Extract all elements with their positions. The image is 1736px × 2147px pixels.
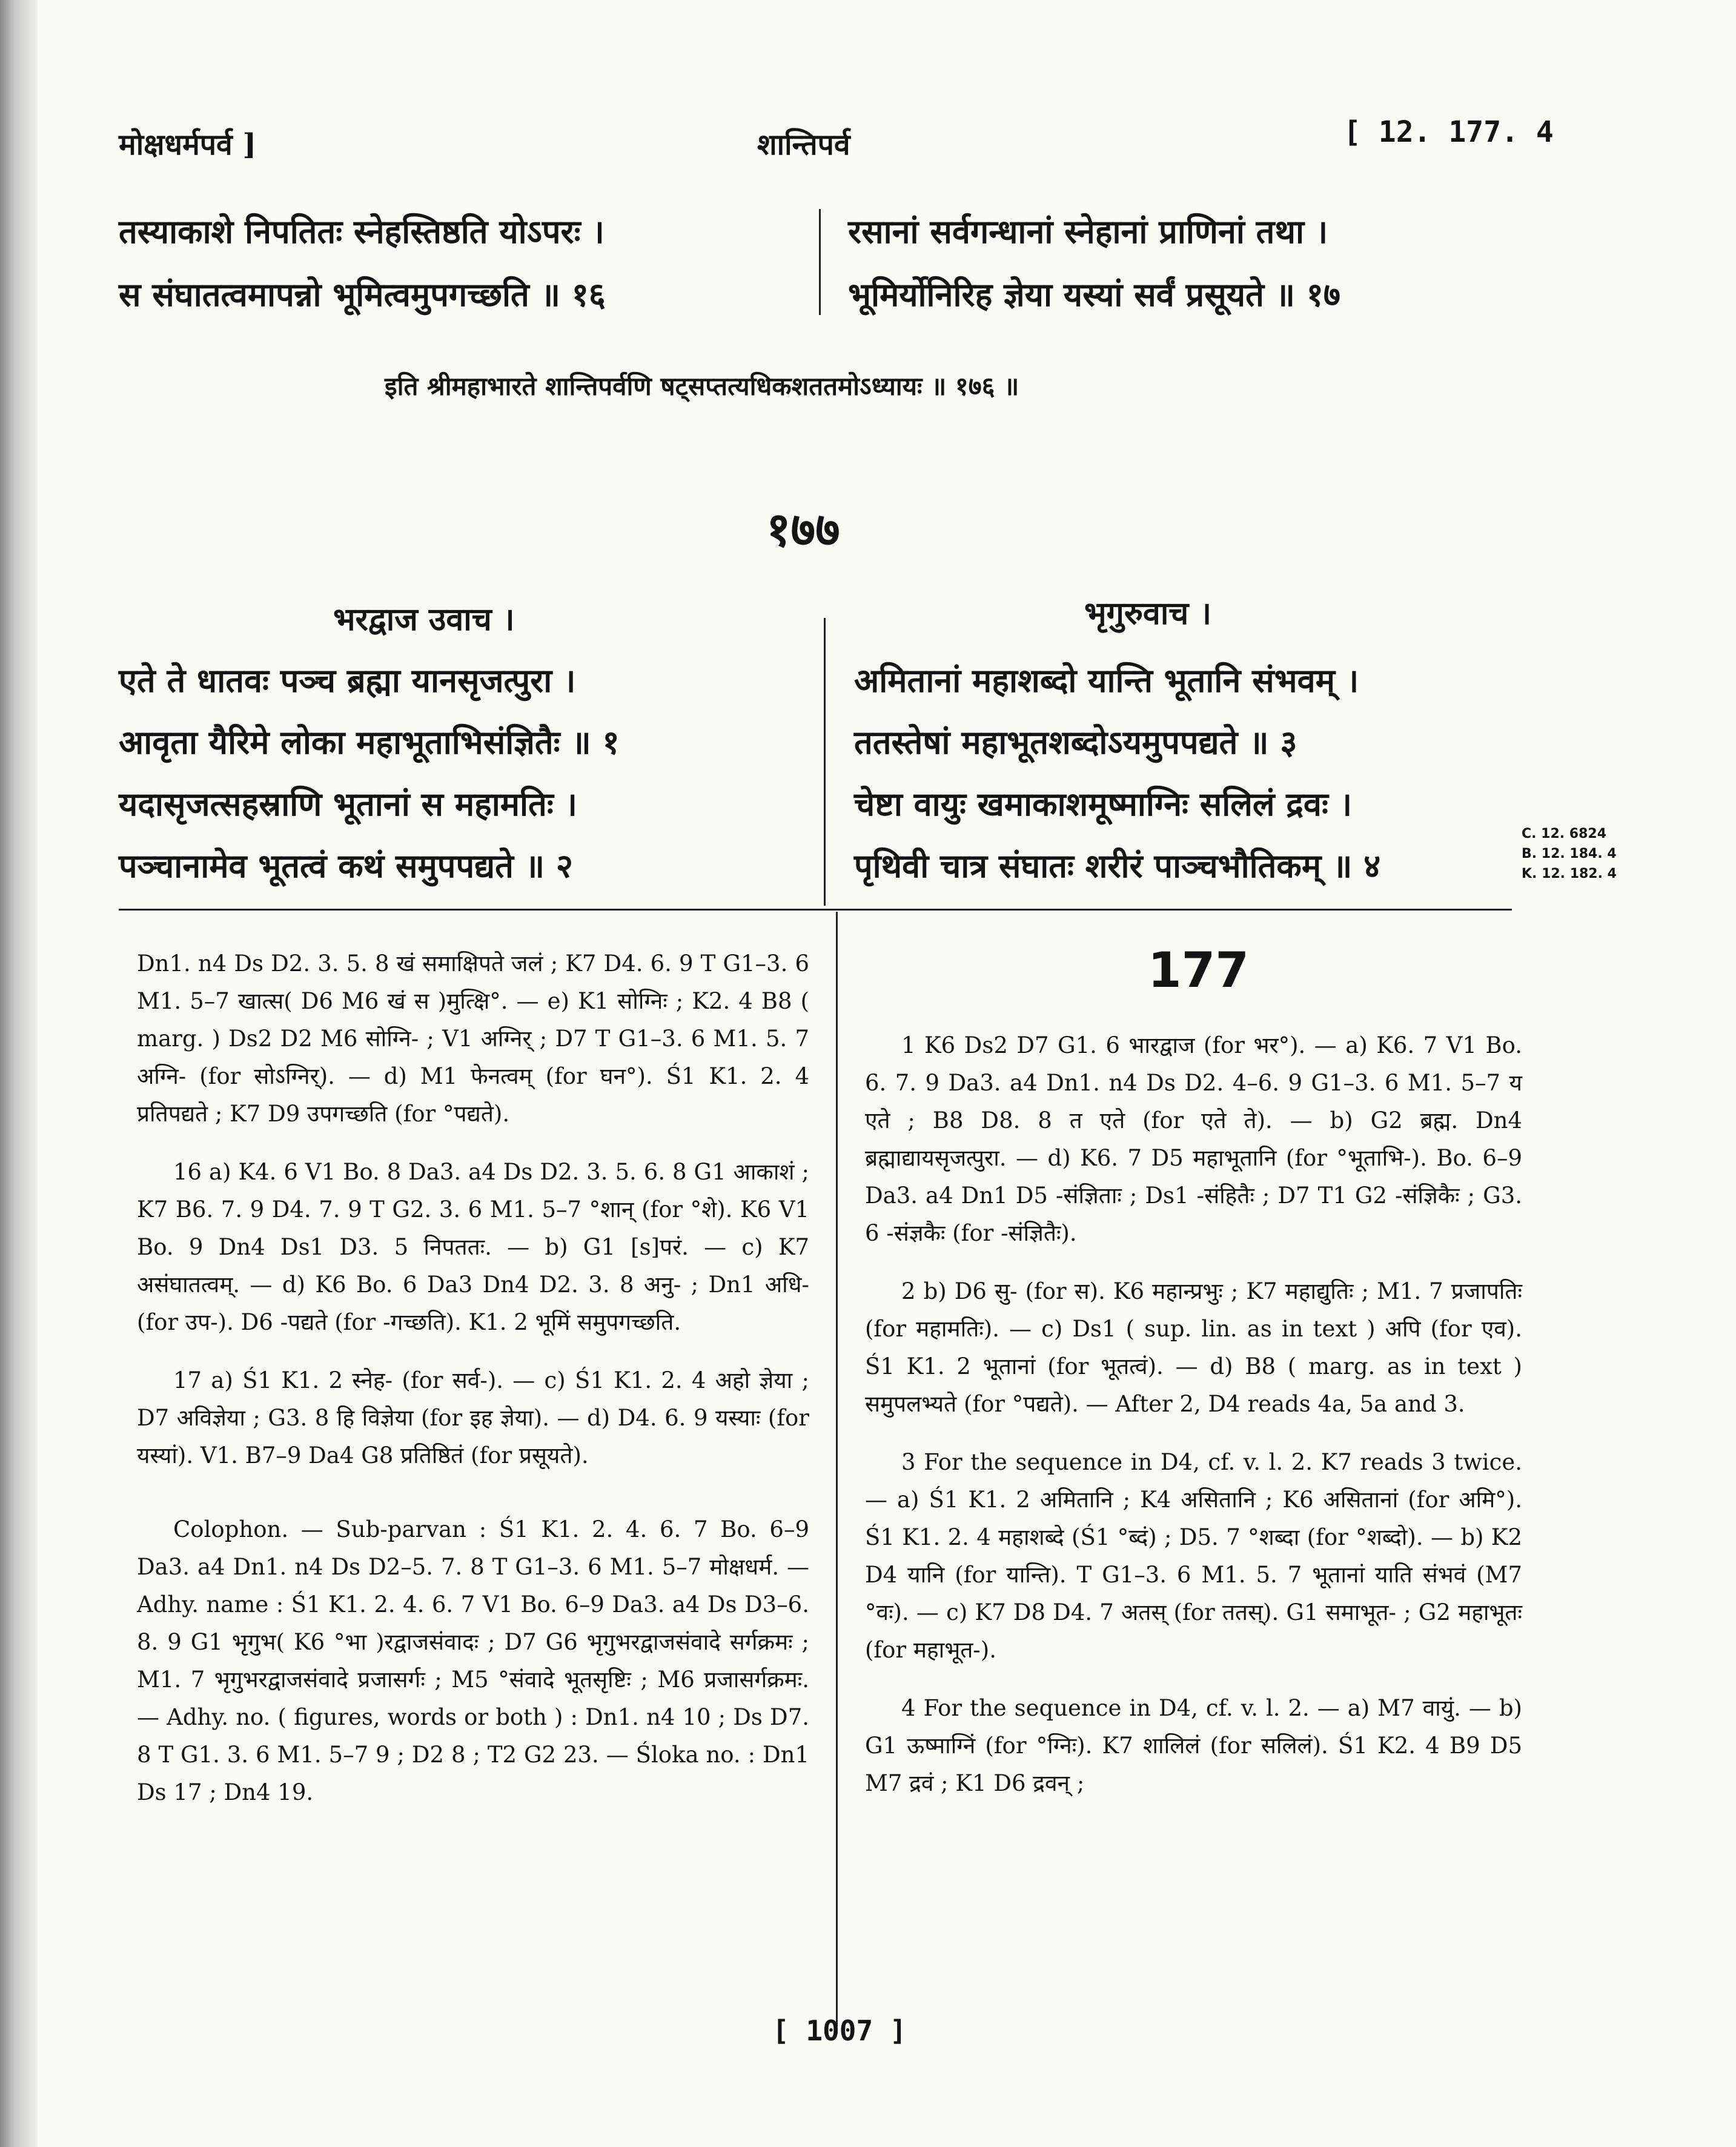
verse-line: एते ते धातवः पञ्च ब्रह्मा यानसृजत्पुरा । bbox=[119, 661, 576, 700]
concordance-refs bbox=[1522, 824, 1617, 884]
apparatus-note: 3 For the sequence in D4, cf. v. l. 2. K7 reads 3 twice. — a) Ś1 K1. 2 अमितानि ; K4 असितानि ; K6 असितानां (for अमि°). Ś1 K1. 2. 4 महाशब्दे (Ś1 °ब्दं) ; D5. 7 °शब्दा (for °शब्दो). — b) K2 D4 यानि (for यान्ति). T G1–3. 6 M1. 5. 7 भूतानां याति संभवं (M7 °वः). — c) K7 D8 D4. 7 अतस् (for ततस्). G1 समाभूत- ; G2 महाभूतः (for महाभूत-). bbox=[865, 1449, 1522, 1663]
apparatus-divider bbox=[836, 912, 838, 2026]
header-left-section: मोक्षधर्मपर्व ] bbox=[119, 128, 257, 162]
chapter-number: १७७ bbox=[766, 502, 840, 557]
page-number: [ 1007 ] bbox=[772, 2014, 907, 2047]
speaker-bhrigu: भृगुरुवाच । bbox=[1084, 595, 1212, 632]
verse-line: स संघातत्वमापन्नो भूमित्वमुपगच्छति ॥ १६ bbox=[119, 275, 606, 314]
chapter-colophon: इति श्रीमहाभारते शान्तिपर्वणि षट्सप्तत्यधिकशततमोऽध्यायः ॥ १७६ ॥ bbox=[385, 371, 1019, 401]
verse-line: पञ्चानामेव भूतत्वं कथं समुपपद्यते ॥ २ bbox=[119, 846, 573, 885]
apparatus-note: 4 For the sequence in D4, cf. v. l. 2. — a) M7 वायुं. — b) G1 ऊष्माग्निं (for °ग्निः). K7 शालिलं (for सलिलं). Ś1 K2. 4 B9 D5 M7 द्रवं ; K1 D6 द्रवन् ; bbox=[865, 1695, 1522, 1796]
prev-verses-left bbox=[119, 200, 606, 326]
verse-line: रसानां सर्वगन्धानां स्नेहानां प्राणिनां तथा । bbox=[848, 212, 1328, 251]
apparatus-right bbox=[865, 1027, 1522, 1823]
verses-divider bbox=[824, 618, 826, 906]
verse-line: भूमिर्योनिरिह ज्ञेया यस्यां सर्वं प्रसूयते ॥ १७ bbox=[848, 275, 1340, 314]
scan-edge-shadow bbox=[0, 0, 38, 2147]
verse-line: अमितानां महाशब्दो यान्ति भूतानि संभवम् । bbox=[854, 661, 1359, 700]
apparatus-note: Dn1. n4 Ds D2. 3. 5. 8 खं समाक्षिपते जलं ; K7 D4. 6. 9 T G1–3. 6 M1. 5–7 खात्स( D6 M6 खं स )मुत्क्षि°. — e) K1 सोग्निः ; K2. 4 B8 ( marg. ) Ds2 D2 M6 सोग्नि- ; V1 अग्निर् ; D7 T G1–3. 6 M1. 5. 7 अग्नि- (for सोऽग्निर्). — d) M1 फेनत्वम् (for घन°). Ś1 K1. 2. 4 प्रतिपद्यते ; K7 D9 उपगच्छति (for °पद्यते). bbox=[137, 951, 809, 1127]
verse-line: यदासृजत्सहस्राणि भूतानां स महामतिः । bbox=[119, 785, 578, 823]
verse-line: चेष्टा वायुः खमाकाशमूष्माग्निः सलिलं द्रवः । bbox=[854, 785, 1353, 823]
verses-left bbox=[119, 649, 620, 897]
cross-ref: B. 12. 184. 4 bbox=[1522, 846, 1617, 861]
apparatus-note: 16 a) K4. 6 V1 Bo. 8 Da3. a4 Ds D2. 3. 5. 6. 8 G1 आकाशं ; K7 B6. 7. 9 D4. 7. 9 T G2. 3. 6 M1. 5–7 °शान् (for °शे). K6 V1 Bo. 9 Dn4 Ds1 D3. 5 निपततः. — b) G1 [s]परं. — c) K7 असंघातत्वम्. — d) K6 Bo. 6 Da3 Dn4 D2. 3. 8 अनु- ; Dn1 अधि- (for उप-). D6 -पद्यते (for -गच्छति). K1. 2 भूमिं समुपगच्छति. bbox=[137, 1159, 809, 1335]
prev-verses-divider bbox=[819, 209, 821, 315]
verse-line: ततस्तेषां महाभूतशब्दोऽयमुपपद्यते ॥ ३ bbox=[854, 723, 1297, 762]
apparatus-note: 2 b) D6 सु- (for स). K6 महान्प्रभुः ; K7 महाद्युतिः ; M1. 7 प्रजापतिः (for महामतिः). — c) Ds1 ( sup. lin. as in text ) अपि (for एव). Ś1 K1. 2 भूतानां (for भूतत्वं). — d) B8 ( marg. as in text ) समुपलभ्यते (for °पद्यते). — After 2, D4 reads 4a, 5a and 3. bbox=[865, 1278, 1522, 1417]
cross-ref: K. 12. 182. 4 bbox=[1522, 866, 1617, 881]
speaker-bharadvaja: भरद्वाज उवाच । bbox=[333, 601, 515, 638]
apparatus-rule bbox=[119, 909, 1512, 911]
cross-ref: C. 12. 6824 bbox=[1522, 826, 1607, 841]
apparatus-chapter-heading: 177 bbox=[1148, 942, 1249, 998]
apparatus-colophon-note: Colophon. — Sub-parvan : Ś1 K1. 2. 4. 6. 7 Bo. 6–9 Da3. a4 Dn1. n4 Ds D2–5. 7. 8 T G1–3. 6 M1. 5–7 मोक्षधर्म. — Adhy. name : Ś1 K1. 2. 4. 6. 7 V1 Bo. 6–9 Da3. a4 Ds D3–6. 8. 9 G1 भृगुभ( K6 °भा )रद्वाजसंवादः ; D7 G6 भृगुभरद्वाजसंवादे सर्गक्रमः ; M1. 7 भृगुभरद्वाजसंवादे प्रजासर्गः ; M5 °संवादे भूतसृष्टिः ; M6 प्रजासर्गक्रमः. — Adhy. no. ( figures, words or both ) : Dn1. n4 10 ; Ds D7. 8 T G1. 3. 6 M1. 5–7 9 ; D2 8 ; T2 G2 23. — Śloka no. : Dn1 Ds 17 ; Dn4 19. bbox=[137, 1516, 809, 1805]
apparatus-note: 1 K6 Ds2 D7 G1. 6 भारद्वाज (for भर°). — a) K6. 7 V1 Bo. 6. 7. 9 Da3. a4 Dn1. n4 Ds D2. 4–6. 9 G1–3. 6 M1. 5–7 य एते ; B8 D8. 8 त एते (for एते ते). — b) G2 ब्रह्म. Dn4 ब्रह्माद्यायसृजत्पुरा. — d) K6. 7 D5 महाभूतानि (for °भूताभि-). Bo. 6–9 Da3. a4 Dn1 D5 -संज्ञिताः ; Ds1 -संहितैः ; D7 T1 G2 -संज्ञिकैः ; G3. 6 -संज्ञकैः (for -संज्ञितैः). bbox=[865, 1032, 1522, 1246]
apparatus-note: 17 a) Ś1 K1. 2 स्नेह- (for सर्व-). — c) Ś1 K1. 2. 4 अहो ज्ञेया ; D7 अविज्ञेया ; G3. 8 हि विज्ञेया (for इह ज्ञेया). — d) D4. 6. 9 यस्याः (for यस्यां). V1. B7–9 Da4 G8 प्रतिष्ठितं (for प्रसूयते). bbox=[137, 1367, 809, 1468]
apparatus-left bbox=[137, 945, 809, 1832]
verse-line: पृथिवी चात्र संघातः शरीरं पाञ्चभौतिकम् ॥ ४ bbox=[854, 846, 1381, 885]
verses-right bbox=[854, 649, 1380, 897]
header-verse-ref: [ 12. 177. 4 bbox=[1343, 115, 1554, 149]
verse-line: आवृता यैरिमे लोका महाभूताभिसंज्ञितैः ॥ १ bbox=[119, 723, 620, 762]
header-parvan-title: शान्तिपर्व bbox=[757, 128, 850, 162]
verse-line: तस्याकाशे निपतितः स्नेहस्तिष्ठति योऽपरः । bbox=[119, 212, 605, 251]
prev-verses-right bbox=[848, 200, 1340, 326]
